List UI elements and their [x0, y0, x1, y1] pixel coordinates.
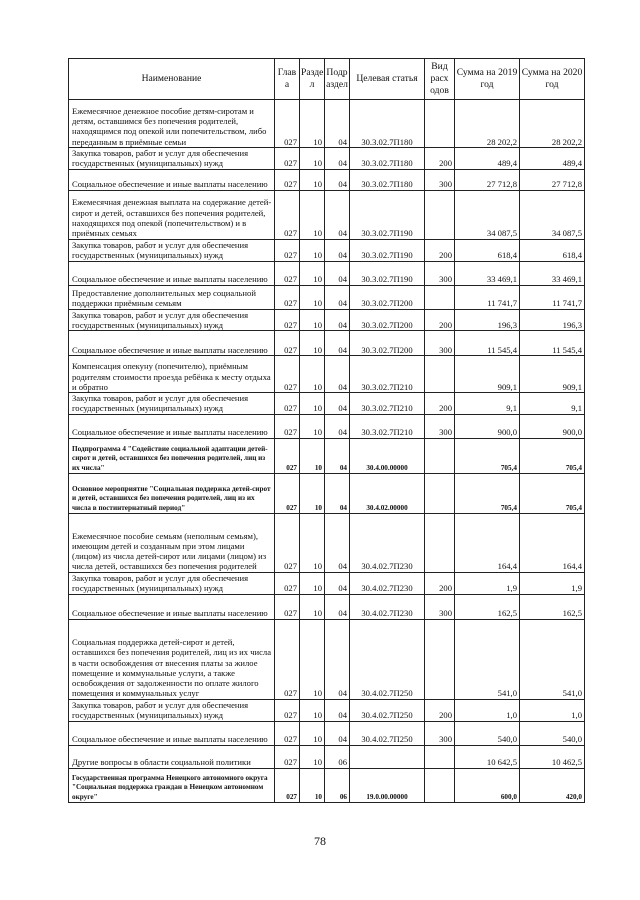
cell-vid [425, 619, 455, 699]
cell-razdel: 10 [300, 239, 325, 261]
cell-glava: 027 [275, 768, 300, 802]
cell-razdel: 10 [300, 100, 325, 148]
cell-glava: 027 [275, 594, 300, 619]
header-sum-2019: Сумма на 2019 год [455, 59, 520, 100]
cell-sum-2020: 164,4 [520, 513, 585, 572]
cell-name: Ежемесячное пособие семьям (неполным семьям), имеющим детей и созданным при этом лицами (лицом) из числа детей-сирот или лицами (лицом) из числа детей, оставшихся без попечения родителей [69, 513, 275, 572]
cell-glava: 027 [275, 745, 300, 768]
cell-glava: 027 [275, 721, 300, 745]
cell-podrazdel: 06 [325, 745, 350, 768]
cell-podrazdel: 04 [325, 169, 350, 190]
cell-razdel: 10 [300, 699, 325, 721]
cell-vid [425, 190, 455, 239]
cell-razdel: 10 [300, 619, 325, 699]
cell-vid: 200 [425, 148, 455, 170]
cell-razdel: 10 [300, 331, 325, 356]
header-glava: Глав а [275, 59, 300, 100]
cell-sum-2019: 33 469,1 [455, 261, 520, 285]
cell-target: 30.3.02.7П210 [350, 393, 425, 415]
cell-sum-2020: 11 545,4 [520, 331, 585, 356]
cell-sum-2019: 10 642,5 [455, 745, 520, 768]
cell-name: Социальное обеспечение и иные выплаты населению [69, 261, 275, 285]
cell-target: 30.4.02.7П250 [350, 619, 425, 699]
table-row [69, 619, 585, 699]
cell-sum-2020: 541,0 [520, 619, 585, 699]
cell-vid: 300 [425, 594, 455, 619]
cell-name: Подпрограмма 4 "Содействие социальной адаптации детей-сирот и детей, оставшихся без попечения родителей, лиц из их числа" [69, 438, 275, 473]
cell-podrazdel: 04 [325, 100, 350, 148]
cell-name: Ежемесячная денежная выплата на содержание детей-сирот и детей, оставшихся без попечения родителей, находящихся под опекой (попечительством) и в приёмных семьях [69, 190, 275, 239]
cell-name: Компенсация опекуну (попечителю), приёмным родителям стоимости проезда ребёнка к месту отдыха и обратно [69, 356, 275, 393]
cell-sum-2019: 900,0 [455, 414, 520, 438]
cell-razdel: 10 [300, 309, 325, 331]
cell-podrazdel: 04 [325, 239, 350, 261]
cell-target: 30.4.02.7П250 [350, 721, 425, 745]
cell-sum-2019: 618,4 [455, 239, 520, 261]
cell-glava: 027 [275, 169, 300, 190]
cell-sum-2020: 900,0 [520, 414, 585, 438]
cell-sum-2019: 489,4 [455, 148, 520, 170]
cell-name: Закупка товаров, работ и услуг для обеспечения государственных (муниципальных) нужд [69, 148, 275, 170]
cell-vid: 200 [425, 239, 455, 261]
cell-sum-2019: 9,1 [455, 393, 520, 415]
cell-name: Другие вопросы в области социальной политики [69, 745, 275, 768]
table-row [69, 331, 585, 356]
cell-sum-2020: 11 741,7 [520, 285, 585, 309]
cell-vid [425, 356, 455, 393]
table-row [69, 393, 585, 415]
cell-glava: 027 [275, 572, 300, 594]
table-row [69, 356, 585, 393]
cell-podrazdel: 04 [325, 356, 350, 393]
cell-target: 19.0.00.00000 [350, 768, 425, 802]
cell-vid: 300 [425, 414, 455, 438]
cell-razdel: 10 [300, 473, 325, 513]
cell-vid: 200 [425, 572, 455, 594]
cell-sum-2020: 540,0 [520, 721, 585, 745]
cell-sum-2020: 909,1 [520, 356, 585, 393]
cell-razdel: 10 [300, 513, 325, 572]
cell-sum-2020: 420,0 [520, 768, 585, 802]
header-row [69, 59, 585, 100]
cell-sum-2019: 11 545,4 [455, 331, 520, 356]
budget-sheet [68, 58, 584, 803]
cell-name: Социальная поддержка детей-сирот и детей, оставшихся без попечения родителей, лиц из их числа в части освобождения от внесения платы за жилое помещение и коммунальные услуги, а также освобождения от задолженности по оплате жилого помещения и коммунальных услуг [69, 619, 275, 699]
cell-podrazdel: 04 [325, 473, 350, 513]
cell-vid: 300 [425, 331, 455, 356]
header-sum-2020: Сумма на 2020 год [520, 59, 585, 100]
cell-sum-2020: 33 469,1 [520, 261, 585, 285]
cell-razdel: 10 [300, 356, 325, 393]
cell-razdel: 10 [300, 594, 325, 619]
cell-sum-2020: 162,5 [520, 594, 585, 619]
cell-sum-2019: 27 712,8 [455, 169, 520, 190]
table-row [69, 285, 585, 309]
cell-sum-2019: 34 087,5 [455, 190, 520, 239]
cell-glava: 027 [275, 473, 300, 513]
cell-vid: 200 [425, 309, 455, 331]
cell-sum-2020: 9,1 [520, 393, 585, 415]
cell-glava: 027 [275, 190, 300, 239]
cell-podrazdel: 04 [325, 699, 350, 721]
cell-name: Социальное обеспечение и иные выплаты населению [69, 414, 275, 438]
cell-sum-2019: 11 741,7 [455, 285, 520, 309]
table-row [69, 148, 585, 170]
table-row [69, 414, 585, 438]
cell-podrazdel: 04 [325, 594, 350, 619]
cell-name: Закупка товаров, работ и услуг для обеспечения государственных (муниципальных) нужд [69, 699, 275, 721]
cell-glava: 027 [275, 285, 300, 309]
cell-razdel: 10 [300, 745, 325, 768]
cell-sum-2020: 1,0 [520, 699, 585, 721]
cell-sum-2019: 541,0 [455, 619, 520, 699]
table-row [69, 768, 585, 802]
cell-razdel: 10 [300, 393, 325, 415]
cell-razdel: 10 [300, 148, 325, 170]
cell-razdel: 10 [300, 414, 325, 438]
cell-glava: 027 [275, 414, 300, 438]
cell-vid [425, 285, 455, 309]
cell-sum-2020: 705,4 [520, 438, 585, 473]
cell-target [350, 745, 425, 768]
cell-sum-2020: 705,4 [520, 473, 585, 513]
cell-razdel: 10 [300, 190, 325, 239]
cell-glava: 027 [275, 393, 300, 415]
cell-podrazdel: 04 [325, 148, 350, 170]
cell-name: Закупка товаров, работ и услуг для обеспечения государственных (муниципальных) нужд [69, 572, 275, 594]
table-row [69, 261, 585, 285]
cell-podrazdel: 04 [325, 261, 350, 285]
cell-name: Социальное обеспечение и иные выплаты населению [69, 169, 275, 190]
table-row [69, 745, 585, 768]
header-name: Наименование [69, 59, 275, 100]
cell-podrazdel: 04 [325, 414, 350, 438]
table-row [69, 438, 585, 473]
cell-glava: 027 [275, 309, 300, 331]
cell-glava: 027 [275, 438, 300, 473]
cell-glava: 027 [275, 513, 300, 572]
cell-name: Социальное обеспечение и иные выплаты населению [69, 594, 275, 619]
cell-name: Ежемесячное денежное пособие детям-сиротам и детям, оставшимся без попечения родителей, находящимся под опекой или попечительством, либо переданным в приёмные семьи [69, 100, 275, 148]
cell-vid [425, 438, 455, 473]
cell-podrazdel: 04 [325, 572, 350, 594]
cell-vid [425, 100, 455, 148]
table-row [69, 594, 585, 619]
cell-podrazdel: 04 [325, 393, 350, 415]
cell-name: Закупка товаров, работ и услуг для обеспечения государственных (муниципальных) нужд [69, 309, 275, 331]
cell-sum-2019: 1,9 [455, 572, 520, 594]
header-target: Целевая статья [350, 59, 425, 100]
cell-sum-2019: 540,0 [455, 721, 520, 745]
cell-glava: 027 [275, 148, 300, 170]
table-row [69, 699, 585, 721]
table-row [69, 100, 585, 148]
cell-podrazdel: 06 [325, 768, 350, 802]
cell-vid: 200 [425, 699, 455, 721]
cell-name: Закупка товаров, работ и услуг для обеспечения государственных (муниципальных) нужд [69, 393, 275, 415]
cell-podrazdel: 04 [325, 331, 350, 356]
cell-target: 30.3.02.7П200 [350, 309, 425, 331]
table-row [69, 572, 585, 594]
cell-razdel: 10 [300, 169, 325, 190]
cell-vid [425, 768, 455, 802]
cell-razdel: 10 [300, 768, 325, 802]
cell-podrazdel: 04 [325, 619, 350, 699]
cell-razdel: 10 [300, 438, 325, 473]
page-number: 78 [314, 834, 326, 848]
cell-target: 30.3.02.7П200 [350, 331, 425, 356]
cell-sum-2019: 164,4 [455, 513, 520, 572]
table-row [69, 513, 585, 572]
cell-target: 30.4.02.7П250 [350, 699, 425, 721]
budget-table [68, 58, 585, 803]
cell-podrazdel: 04 [325, 309, 350, 331]
cell-target: 30.4.02.7П230 [350, 513, 425, 572]
cell-glava: 027 [275, 331, 300, 356]
cell-name: Социальное обеспечение и иные выплаты населению [69, 721, 275, 745]
cell-target: 30.3.02.7П180 [350, 169, 425, 190]
cell-sum-2020: 34 087,5 [520, 190, 585, 239]
cell-podrazdel: 04 [325, 513, 350, 572]
cell-sum-2020: 28 202,2 [520, 100, 585, 148]
header-razdel: Разде л [300, 59, 325, 100]
cell-vid: 300 [425, 169, 455, 190]
cell-sum-2020: 10 462,5 [520, 745, 585, 768]
cell-podrazdel: 04 [325, 438, 350, 473]
table-row [69, 309, 585, 331]
cell-razdel: 10 [300, 572, 325, 594]
header-podrazdel: Подр аздел [325, 59, 350, 100]
table-row [69, 721, 585, 745]
cell-sum-2019: 162,5 [455, 594, 520, 619]
cell-glava: 027 [275, 619, 300, 699]
cell-sum-2020: 196,3 [520, 309, 585, 331]
cell-target: 30.3.02.7П210 [350, 414, 425, 438]
cell-sum-2019: 28 202,2 [455, 100, 520, 148]
cell-target: 30.4.02.7П230 [350, 572, 425, 594]
cell-glava: 027 [275, 261, 300, 285]
cell-vid: 300 [425, 721, 455, 745]
cell-sum-2020: 1,9 [520, 572, 585, 594]
cell-glava: 027 [275, 239, 300, 261]
cell-sum-2019: 909,1 [455, 356, 520, 393]
table-body [69, 100, 585, 803]
cell-podrazdel: 04 [325, 721, 350, 745]
cell-podrazdel: 04 [325, 190, 350, 239]
cell-target: 30.4.02.00000 [350, 473, 425, 513]
cell-sum-2019: 1,0 [455, 699, 520, 721]
cell-name: Государственная программа Ненецкого автономного округа "Социальная поддержка граждан в Ненецком автономном округе" [69, 768, 275, 802]
cell-razdel: 10 [300, 261, 325, 285]
cell-target: 30.4.02.7П230 [350, 594, 425, 619]
cell-sum-2020: 27 712,8 [520, 169, 585, 190]
cell-name: Предоставление дополнительных мер социальной поддержки приёмным семьям [69, 285, 275, 309]
table-row [69, 169, 585, 190]
cell-glava: 027 [275, 100, 300, 148]
cell-vid [425, 513, 455, 572]
table-row [69, 239, 585, 261]
cell-target: 30.4.00.00000 [350, 438, 425, 473]
table-row [69, 473, 585, 513]
cell-name: Основное мероприятие "Социальная поддержка детей-сирот и детей, оставшихся без попечения родителей, лиц из их числа в постинтернатный период" [69, 473, 275, 513]
cell-razdel: 10 [300, 285, 325, 309]
cell-razdel: 10 [300, 721, 325, 745]
cell-name: Социальное обеспечение и иные выплаты населению [69, 331, 275, 356]
cell-target: 30.3.02.7П210 [350, 356, 425, 393]
cell-vid: 300 [425, 261, 455, 285]
cell-sum-2020: 618,4 [520, 239, 585, 261]
cell-sum-2020: 489,4 [520, 148, 585, 170]
cell-target: 30.3.02.7П180 [350, 100, 425, 148]
cell-vid: 200 [425, 393, 455, 415]
cell-target: 30.3.02.7П190 [350, 190, 425, 239]
cell-podrazdel: 04 [325, 285, 350, 309]
cell-sum-2019: 705,4 [455, 438, 520, 473]
cell-glava: 027 [275, 699, 300, 721]
cell-vid [425, 745, 455, 768]
cell-sum-2019: 705,4 [455, 473, 520, 513]
cell-glava: 027 [275, 356, 300, 393]
cell-sum-2019: 196,3 [455, 309, 520, 331]
cell-target: 30.3.02.7П190 [350, 261, 425, 285]
cell-target: 30.3.02.7П180 [350, 148, 425, 170]
cell-target: 30.3.02.7П190 [350, 239, 425, 261]
header-vid: Вид расх одов [425, 59, 455, 100]
cell-vid [425, 473, 455, 513]
cell-sum-2019: 600,0 [455, 768, 520, 802]
cell-target: 30.3.02.7П200 [350, 285, 425, 309]
cell-name: Закупка товаров, работ и услуг для обеспечения государственных (муниципальных) нужд [69, 239, 275, 261]
table-row [69, 190, 585, 239]
